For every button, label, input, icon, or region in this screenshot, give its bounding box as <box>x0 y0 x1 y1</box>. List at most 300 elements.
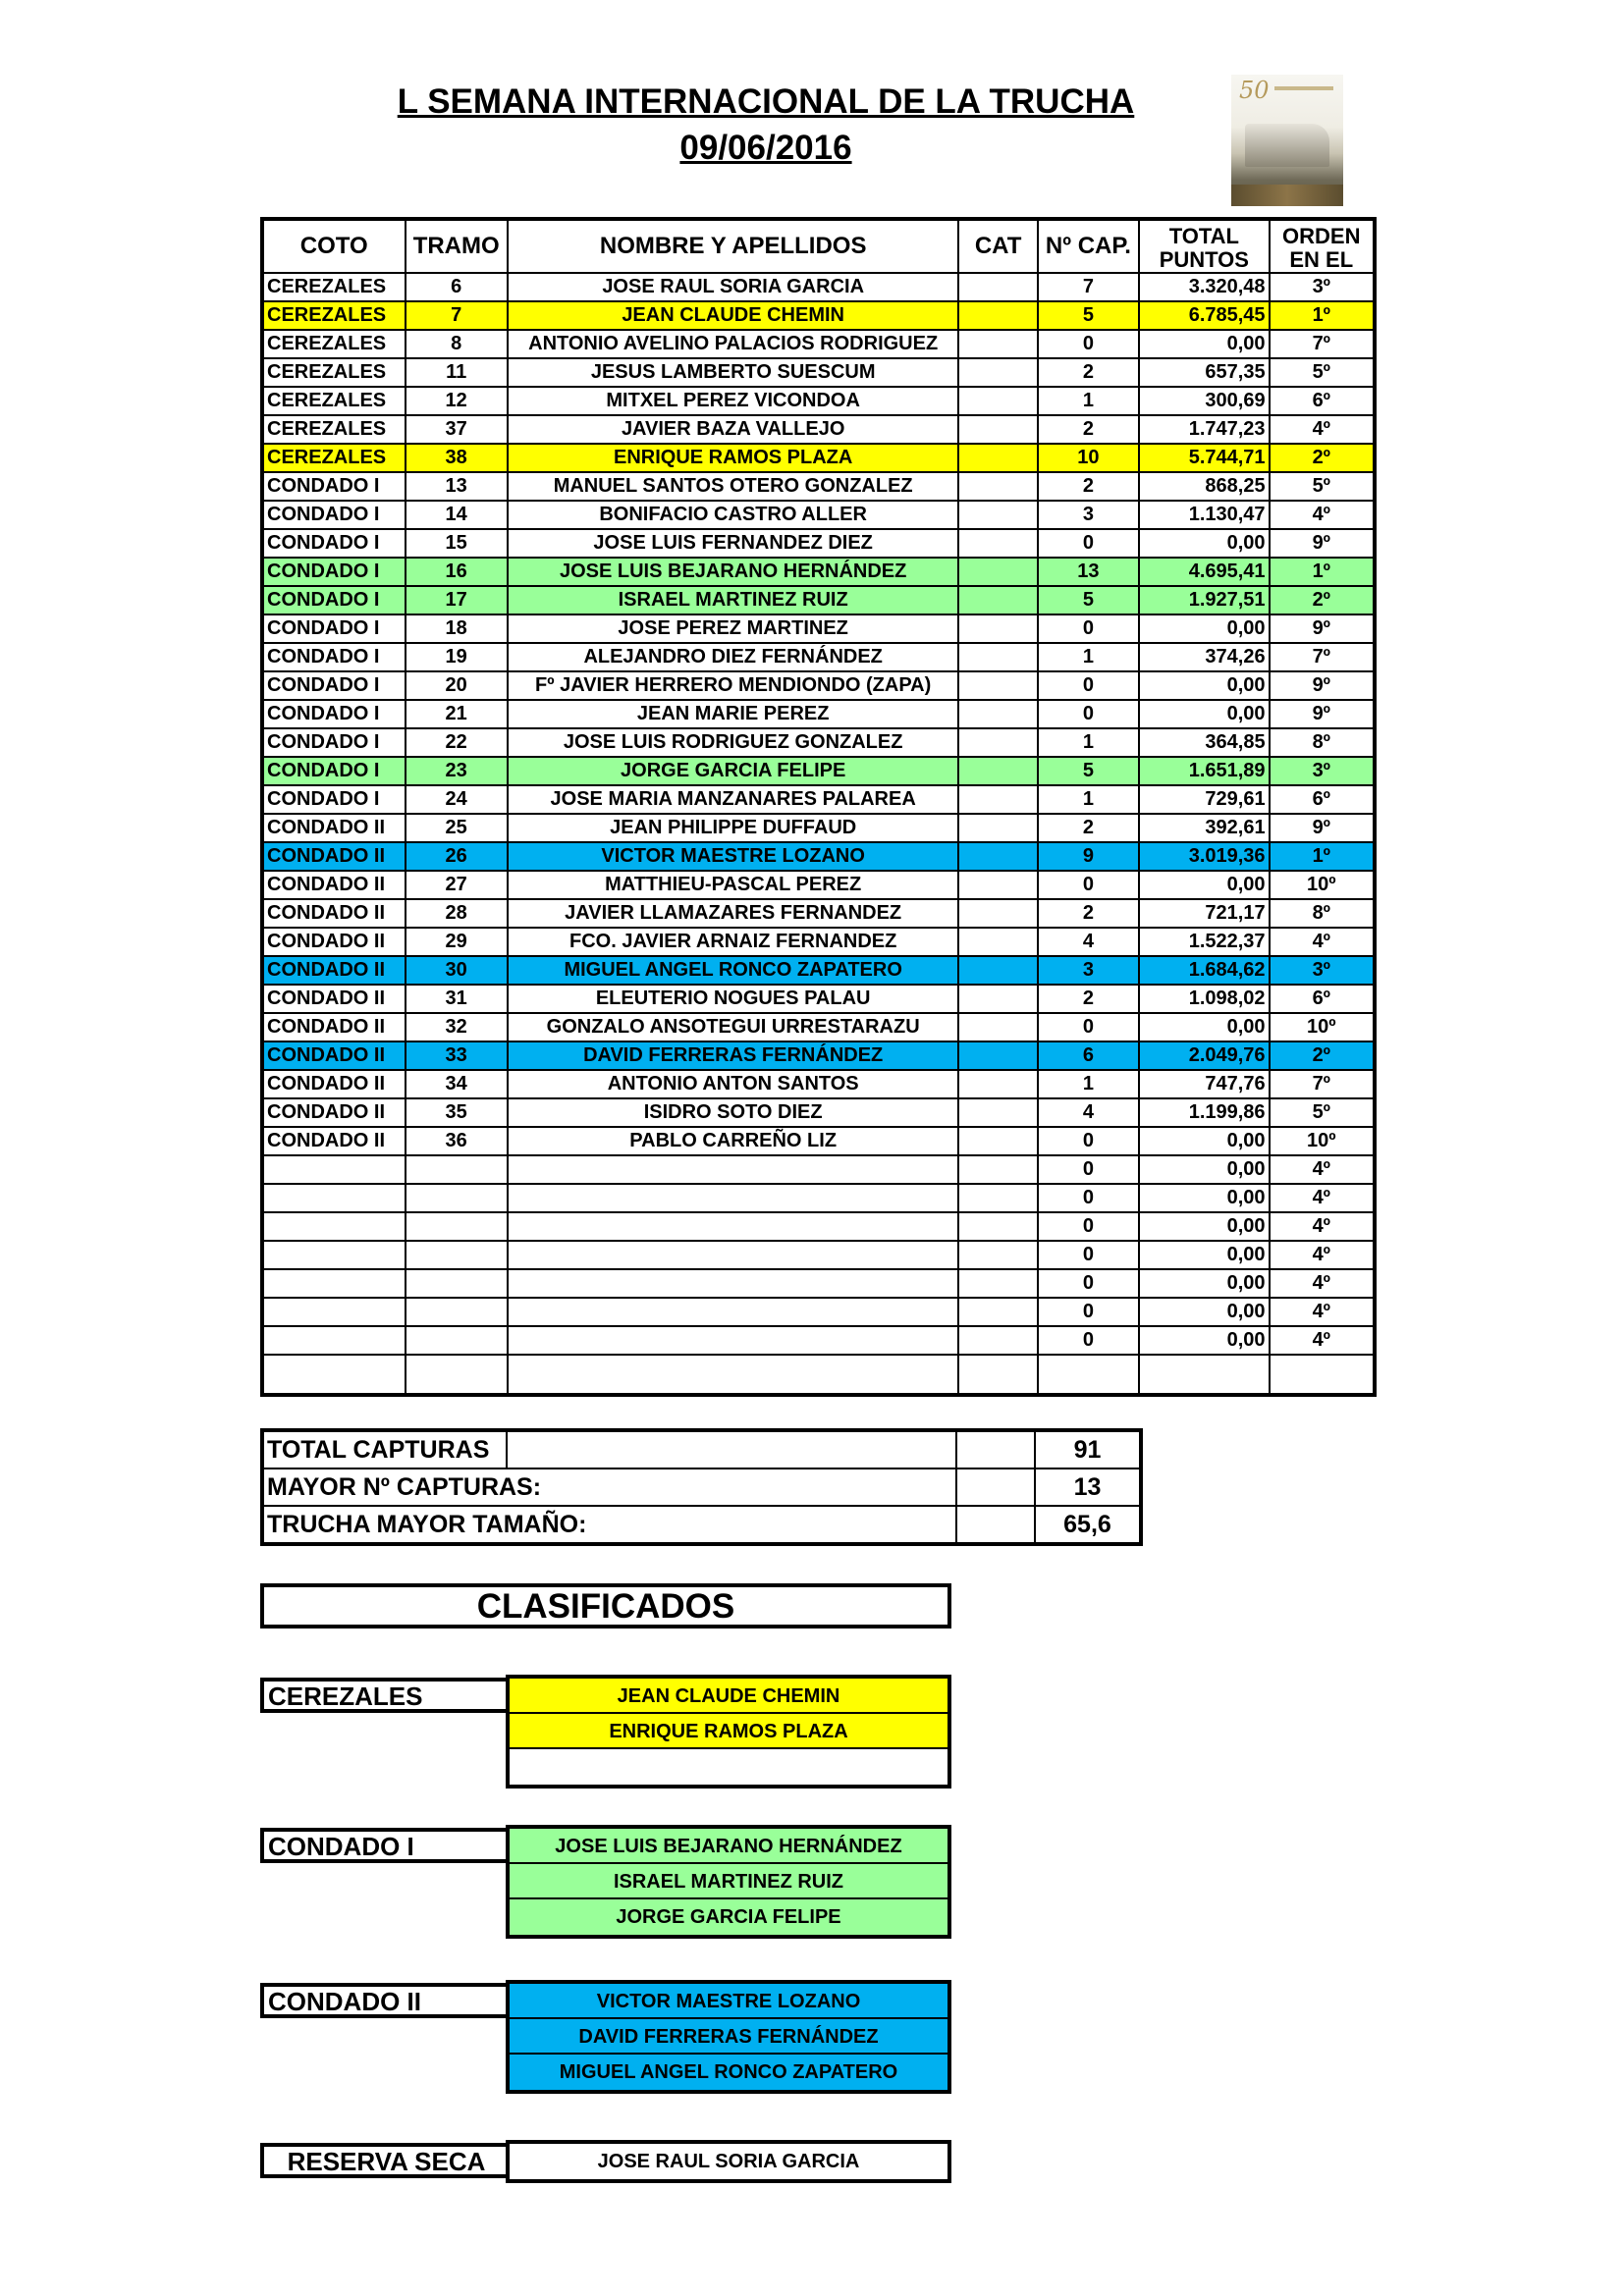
table-row <box>262 472 1375 501</box>
cell-nombre: Fº JAVIER HERRERO MENDIONDO (ZAPA) <box>508 671 959 700</box>
cell-tramo: 21 <box>406 700 508 728</box>
cell-tramo: 8 <box>406 330 508 358</box>
table-row <box>262 785 1375 814</box>
cell-coto: CONDADO I <box>262 586 406 614</box>
cell-cat <box>958 1269 1037 1298</box>
col-header-tramo: TRAMO <box>406 219 508 273</box>
cell-orden: 5º <box>1270 358 1375 387</box>
cell-orden: 3º <box>1270 956 1375 985</box>
cell-cat <box>958 301 1037 330</box>
table-row <box>262 871 1375 899</box>
cell-cat <box>958 558 1037 586</box>
table-row <box>262 1041 1375 1070</box>
cell-cat <box>958 899 1037 928</box>
cell-puntos: 868,25 <box>1139 472 1269 501</box>
cell-orden: 1º <box>1270 842 1375 871</box>
cell-orden: 4º <box>1270 1298 1375 1326</box>
cell-puntos: 1.098,02 <box>1139 985 1269 1013</box>
cell-coto: CONDADO II <box>262 899 406 928</box>
cell-orden: 2º <box>1270 586 1375 614</box>
total-capturas-value: 91 <box>1035 1430 1141 1468</box>
cell-capturas: 0 <box>1038 671 1139 700</box>
qualified-name <box>510 1749 947 1785</box>
cell-orden <box>1270 1355 1375 1395</box>
col-header-nombre: NOMBRE Y APELLIDOS <box>508 219 959 273</box>
cell-capturas <box>1038 1355 1139 1395</box>
cell-orden: 9º <box>1270 529 1375 558</box>
cell-nombre <box>508 1212 959 1241</box>
cell-cat <box>958 643 1037 671</box>
cell-capturas: 4 <box>1038 1098 1139 1127</box>
cell-coto: CEREZALES <box>262 273 406 301</box>
cell-tramo: 16 <box>406 558 508 586</box>
logo-bar <box>1274 86 1333 90</box>
cell-nombre <box>508 1155 959 1184</box>
totals-spacer <box>956 1506 1035 1544</box>
cell-coto: CONDADO II <box>262 928 406 956</box>
table-row <box>262 1098 1375 1127</box>
qualified-name: VICTOR MAESTRE LOZANO <box>510 1984 947 2019</box>
cell-coto: CONDADO II <box>262 871 406 899</box>
cell-tramo: 27 <box>406 871 508 899</box>
cell-cat <box>958 700 1037 728</box>
cell-nombre: JOSE MARIA MANZANARES PALAREA <box>508 785 959 814</box>
cell-puntos: 374,26 <box>1139 643 1269 671</box>
cell-nombre: ELEUTERIO NOGUES PALAU <box>508 985 959 1013</box>
table-row <box>262 273 1375 301</box>
cell-puntos: 364,85 <box>1139 728 1269 757</box>
results-header-row <box>262 219 1375 273</box>
cell-orden: 9º <box>1270 614 1375 643</box>
cell-capturas: 0 <box>1038 1298 1139 1326</box>
cell-orden: 8º <box>1270 728 1375 757</box>
cell-capturas: 9 <box>1038 842 1139 871</box>
qualified-name: MIGUEL ANGEL RONCO ZAPATERO <box>510 2055 947 2090</box>
table-row <box>262 558 1375 586</box>
cell-nombre: FCO. JAVIER ARNAIZ FERNANDEZ <box>508 928 959 956</box>
cell-puntos: 657,35 <box>1139 358 1269 387</box>
cell-puntos: 1.684,62 <box>1139 956 1269 985</box>
cell-orden: 4º <box>1270 1184 1375 1212</box>
cell-cat <box>958 785 1037 814</box>
cell-nombre: DAVID FERRERAS FERNÁNDEZ <box>508 1041 959 1070</box>
cell-nombre: ISRAEL MARTINEZ RUIZ <box>508 586 959 614</box>
cell-puntos: 0,00 <box>1139 1212 1269 1241</box>
cell-cat <box>958 671 1037 700</box>
cell-tramo <box>406 1212 508 1241</box>
cell-capturas: 2 <box>1038 358 1139 387</box>
cell-capturas: 0 <box>1038 1155 1139 1184</box>
cell-tramo: 7 <box>406 301 508 330</box>
table-row <box>262 1070 1375 1098</box>
cell-cat <box>958 387 1037 415</box>
cell-cat <box>958 814 1037 842</box>
cell-coto <box>262 1184 406 1212</box>
cell-capturas: 0 <box>1038 1326 1139 1355</box>
cell-capturas: 0 <box>1038 1127 1139 1155</box>
cell-cat <box>958 444 1037 472</box>
totals-row <box>262 1506 1141 1544</box>
cell-orden: 4º <box>1270 1212 1375 1241</box>
table-row <box>262 1127 1375 1155</box>
cell-coto <box>262 1241 406 1269</box>
cell-cat <box>958 1355 1037 1395</box>
cell-nombre: JOSE LUIS RODRIGUEZ GONZALEZ <box>508 728 959 757</box>
cell-orden: 7º <box>1270 1070 1375 1098</box>
cell-orden: 1º <box>1270 558 1375 586</box>
cell-nombre: MIGUEL ANGEL RONCO ZAPATERO <box>508 956 959 985</box>
cell-tramo <box>406 1269 508 1298</box>
cell-orden: 2º <box>1270 444 1375 472</box>
cell-coto: CONDADO I <box>262 558 406 586</box>
cell-coto: CONDADO I <box>262 472 406 501</box>
cell-cat <box>958 273 1037 301</box>
table-row <box>262 643 1375 671</box>
cell-nombre: JEAN CLAUDE CHEMIN <box>508 301 959 330</box>
qualified-name: DAVID FERRERAS FERNÁNDEZ <box>510 2019 947 2055</box>
cell-coto: CONDADO I <box>262 757 406 785</box>
cell-coto: CONDADO II <box>262 1127 406 1155</box>
cell-capturas: 0 <box>1038 871 1139 899</box>
totals-spacer <box>507 1468 956 1506</box>
cell-coto: CONDADO I <box>262 643 406 671</box>
cell-puntos: 0,00 <box>1139 1155 1269 1184</box>
cell-coto: CONDADO I <box>262 700 406 728</box>
cell-nombre: VICTOR MAESTRE LOZANO <box>508 842 959 871</box>
cell-puntos: 0,00 <box>1139 700 1269 728</box>
cell-coto: CONDADO I <box>262 614 406 643</box>
clasificados-title: CLASIFICADOS <box>260 1583 951 1629</box>
table-row <box>262 842 1375 871</box>
cell-puntos: 747,76 <box>1139 1070 1269 1098</box>
cell-coto: CONDADO II <box>262 985 406 1013</box>
table-row <box>262 928 1375 956</box>
cell-cat <box>958 1127 1037 1155</box>
cell-nombre: JOSE LUIS BEJARANO HERNÁNDEZ <box>508 558 959 586</box>
cell-puntos: 0,00 <box>1139 871 1269 899</box>
cell-orden: 3º <box>1270 757 1375 785</box>
cell-capturas: 4 <box>1038 928 1139 956</box>
cell-orden: 7º <box>1270 643 1375 671</box>
totals-table <box>260 1428 1143 1546</box>
page-date: 09/06/2016 <box>679 129 852 167</box>
cell-puntos: 3.320,48 <box>1139 273 1269 301</box>
cell-cat <box>958 1212 1037 1241</box>
cell-puntos: 0,00 <box>1139 1127 1269 1155</box>
cell-puntos: 300,69 <box>1139 387 1269 415</box>
mayor-capturas-label: MAYOR Nº CAPTURAS: <box>262 1468 507 1506</box>
cell-tramo: 22 <box>406 728 508 757</box>
cell-orden: 4º <box>1270 415 1375 444</box>
cell-coto <box>262 1155 406 1184</box>
cell-nombre: JAVIER LLAMAZARES FERNANDEZ <box>508 899 959 928</box>
cell-puntos: 4.695,41 <box>1139 558 1269 586</box>
table-row <box>262 1184 1375 1212</box>
cell-tramo <box>406 1326 508 1355</box>
cell-capturas: 13 <box>1038 558 1139 586</box>
group-box-cerezales <box>506 1675 951 1789</box>
cell-nombre: JESUS LAMBERTO SUESCUM <box>508 358 959 387</box>
cell-capturas: 3 <box>1038 956 1139 985</box>
col-header-coto: COTO <box>262 219 406 273</box>
col-header-orden: ORDEN EN EL <box>1270 219 1375 273</box>
cell-capturas: 2 <box>1038 814 1139 842</box>
cell-nombre: JEAN MARIE PEREZ <box>508 700 959 728</box>
cell-tramo <box>406 1241 508 1269</box>
cell-cat <box>958 928 1037 956</box>
cell-cat <box>958 1070 1037 1098</box>
cell-cat <box>958 358 1037 387</box>
cell-nombre <box>508 1298 959 1326</box>
cell-coto: CONDADO I <box>262 785 406 814</box>
table-row <box>262 1326 1375 1355</box>
table-row <box>262 728 1375 757</box>
cell-cat <box>958 529 1037 558</box>
cell-nombre: JAVIER BAZA VALLEJO <box>508 415 959 444</box>
cell-orden: 5º <box>1270 1098 1375 1127</box>
cell-tramo: 12 <box>406 387 508 415</box>
cell-nombre: ANTONIO ANTON SANTOS <box>508 1070 959 1098</box>
cell-puntos: 1.651,89 <box>1139 757 1269 785</box>
cell-tramo: 37 <box>406 415 508 444</box>
table-row <box>262 1212 1375 1241</box>
cell-capturas: 10 <box>1038 444 1139 472</box>
table-row <box>262 415 1375 444</box>
cell-nombre: GONZALO ANSOTEGUI URRESTARAZU <box>508 1013 959 1041</box>
cell-coto: CONDADO II <box>262 1013 406 1041</box>
table-row <box>262 814 1375 842</box>
cell-tramo: 38 <box>406 444 508 472</box>
cell-tramo: 17 <box>406 586 508 614</box>
cell-cat <box>958 330 1037 358</box>
cell-puntos <box>1139 1355 1269 1395</box>
trucha-mayor-label: TRUCHA MAYOR TAMAÑO: <box>262 1506 507 1544</box>
cell-puntos: 0,00 <box>1139 529 1269 558</box>
cell-coto: CONDADO I <box>262 728 406 757</box>
group-label-condado-i: CONDADO I <box>260 1828 509 1863</box>
cell-cat <box>958 871 1037 899</box>
cell-nombre: ANTONIO AVELINO PALACIOS RODRIGUEZ <box>508 330 959 358</box>
cell-puntos: 0,00 <box>1139 1184 1269 1212</box>
table-row <box>262 529 1375 558</box>
table-row <box>262 956 1375 985</box>
table-row <box>262 1241 1375 1269</box>
cell-cat <box>958 842 1037 871</box>
cell-tramo: 11 <box>406 358 508 387</box>
cell-tramo: 29 <box>406 928 508 956</box>
cell-cat <box>958 415 1037 444</box>
cell-cat <box>958 1326 1037 1355</box>
table-row <box>262 444 1375 472</box>
cell-nombre: MANUEL SANTOS OTERO GONZALEZ <box>508 472 959 501</box>
cell-puntos: 5.744,71 <box>1139 444 1269 472</box>
group-label-cerezales: CEREZALES <box>260 1678 509 1713</box>
table-row <box>262 757 1375 785</box>
cell-orden: 10º <box>1270 1013 1375 1041</box>
cell-cat <box>958 586 1037 614</box>
cell-puntos: 0,00 <box>1139 1013 1269 1041</box>
cell-nombre <box>508 1269 959 1298</box>
cell-orden: 2º <box>1270 1041 1375 1070</box>
cell-coto: CONDADO II <box>262 814 406 842</box>
totals-row <box>262 1430 1141 1468</box>
reserva-seca-name: JOSE RAUL SORIA GARCIA <box>597 2151 860 2172</box>
cell-orden: 5º <box>1270 472 1375 501</box>
cell-tramo: 35 <box>406 1098 508 1127</box>
cell-capturas: 1 <box>1038 785 1139 814</box>
col-header-cat: CAT <box>958 219 1037 273</box>
cell-orden: 9º <box>1270 814 1375 842</box>
cell-coto: CONDADO II <box>262 1098 406 1127</box>
cell-coto <box>262 1326 406 1355</box>
cell-nombre <box>508 1355 959 1395</box>
cell-tramo: 33 <box>406 1041 508 1070</box>
cell-capturas: 6 <box>1038 1041 1139 1070</box>
results-table <box>260 217 1377 1397</box>
reserva-seca-box <box>506 2140 951 2183</box>
cell-coto: CONDADO II <box>262 1041 406 1070</box>
cell-capturas: 5 <box>1038 301 1139 330</box>
cell-coto: CEREZALES <box>262 358 406 387</box>
cell-tramo: 15 <box>406 529 508 558</box>
cell-capturas: 0 <box>1038 1013 1139 1041</box>
cell-cat <box>958 1298 1037 1326</box>
cell-coto <box>262 1298 406 1326</box>
cell-cat <box>958 472 1037 501</box>
cell-nombre: JOSE PEREZ MARTINEZ <box>508 614 959 643</box>
cell-coto: CONDADO II <box>262 1070 406 1098</box>
cell-capturas: 0 <box>1038 1212 1139 1241</box>
anniversary-logo <box>1231 75 1343 206</box>
cell-capturas: 2 <box>1038 899 1139 928</box>
cell-nombre: MITXEL PEREZ VICONDOA <box>508 387 959 415</box>
cell-cat <box>958 985 1037 1013</box>
cell-puntos: 721,17 <box>1139 899 1269 928</box>
cell-capturas: 1 <box>1038 1070 1139 1098</box>
qualified-name: ISRAEL MARTINEZ RUIZ <box>510 1864 947 1899</box>
reserva-seca-label: RESERVA SECA <box>260 2143 509 2178</box>
cell-puntos: 1.747,23 <box>1139 415 1269 444</box>
cell-orden: 6º <box>1270 785 1375 814</box>
cell-orden: 3º <box>1270 273 1375 301</box>
mayor-capturas-value: 13 <box>1035 1468 1141 1506</box>
cell-tramo: 13 <box>406 472 508 501</box>
cell-coto: CONDADO II <box>262 842 406 871</box>
cell-capturas: 1 <box>1038 387 1139 415</box>
cell-capturas: 1 <box>1038 728 1139 757</box>
cell-puntos: 1.199,86 <box>1139 1098 1269 1127</box>
table-row <box>262 899 1375 928</box>
cell-puntos: 0,00 <box>1139 1298 1269 1326</box>
cell-capturas: 0 <box>1038 1269 1139 1298</box>
table-row <box>262 586 1375 614</box>
cell-cat <box>958 1241 1037 1269</box>
group-box-condado-ii <box>506 1980 951 2094</box>
table-row <box>262 614 1375 643</box>
cell-orden: 9º <box>1270 700 1375 728</box>
cell-nombre: JOSE LUIS FERNANDEZ DIEZ <box>508 529 959 558</box>
cell-capturas: 5 <box>1038 757 1139 785</box>
cell-cat <box>958 728 1037 757</box>
logo-building <box>1245 124 1329 167</box>
totals-row <box>262 1468 1141 1506</box>
cell-coto <box>262 1212 406 1241</box>
qualified-name: JORGE GARCIA FELIPE <box>510 1899 947 1935</box>
cell-capturas: 7 <box>1038 273 1139 301</box>
cell-orden: 4º <box>1270 1326 1375 1355</box>
col-header-capturas: Nº CAP. <box>1038 219 1139 273</box>
cell-tramo: 19 <box>406 643 508 671</box>
cell-orden: 6º <box>1270 387 1375 415</box>
cell-tramo: 30 <box>406 956 508 985</box>
trucha-mayor-value: 65,6 <box>1035 1506 1141 1544</box>
table-row <box>262 985 1375 1013</box>
logo-number: 50 <box>1239 77 1270 104</box>
cell-cat <box>958 1155 1037 1184</box>
table-row <box>262 387 1375 415</box>
cell-orden: 7º <box>1270 330 1375 358</box>
cell-coto: CONDADO I <box>262 501 406 529</box>
cell-puntos: 0,00 <box>1139 1326 1269 1355</box>
totals-spacer <box>956 1468 1035 1506</box>
cell-coto <box>262 1269 406 1298</box>
cell-capturas: 0 <box>1038 700 1139 728</box>
cell-capturas: 1 <box>1038 643 1139 671</box>
table-row <box>262 1155 1375 1184</box>
cell-tramo: 36 <box>406 1127 508 1155</box>
cell-capturas: 2 <box>1038 985 1139 1013</box>
cell-coto: CEREZALES <box>262 301 406 330</box>
cell-nombre: ENRIQUE RAMOS PLAZA <box>508 444 959 472</box>
cell-puntos: 1.130,47 <box>1139 501 1269 529</box>
total-capturas-label: TOTAL CAPTURAS <box>262 1430 507 1468</box>
cell-cat <box>958 614 1037 643</box>
cell-puntos: 0,00 <box>1139 671 1269 700</box>
cell-cat <box>958 757 1037 785</box>
cell-coto: CONDADO II <box>262 956 406 985</box>
qualified-name: JOSE LUIS BEJARANO HERNÁNDEZ <box>510 1829 947 1864</box>
cell-coto: CEREZALES <box>262 387 406 415</box>
cell-orden: 1º <box>1270 301 1375 330</box>
col-header-puntos: TOTAL PUNTOS <box>1139 219 1269 273</box>
group-label-condado-ii: CONDADO II <box>260 1983 509 2018</box>
table-row <box>262 501 1375 529</box>
cell-orden: 6º <box>1270 985 1375 1013</box>
cell-tramo: 25 <box>406 814 508 842</box>
cell-cat <box>958 1013 1037 1041</box>
cell-tramo: 20 <box>406 671 508 700</box>
cell-puntos: 0,00 <box>1139 1241 1269 1269</box>
cell-capturas: 2 <box>1038 415 1139 444</box>
cell-tramo: 18 <box>406 614 508 643</box>
cell-cat <box>958 1041 1037 1070</box>
cell-nombre: JORGE GARCIA FELIPE <box>508 757 959 785</box>
table-row <box>262 1269 1375 1298</box>
cell-tramo: 14 <box>406 501 508 529</box>
totals-spacer <box>507 1430 956 1468</box>
cell-puntos: 6.785,45 <box>1139 301 1269 330</box>
cell-puntos: 0,00 <box>1139 1269 1269 1298</box>
cell-nombre <box>508 1184 959 1212</box>
cell-cat <box>958 1184 1037 1212</box>
cell-coto: CEREZALES <box>262 415 406 444</box>
cell-nombre: JOSE RAUL SORIA GARCIA <box>508 273 959 301</box>
cell-nombre: PABLO CARREÑO LIZ <box>508 1127 959 1155</box>
cell-cat <box>958 956 1037 985</box>
cell-tramo: 24 <box>406 785 508 814</box>
cell-puntos: 3.019,36 <box>1139 842 1269 871</box>
cell-puntos: 0,00 <box>1139 330 1269 358</box>
